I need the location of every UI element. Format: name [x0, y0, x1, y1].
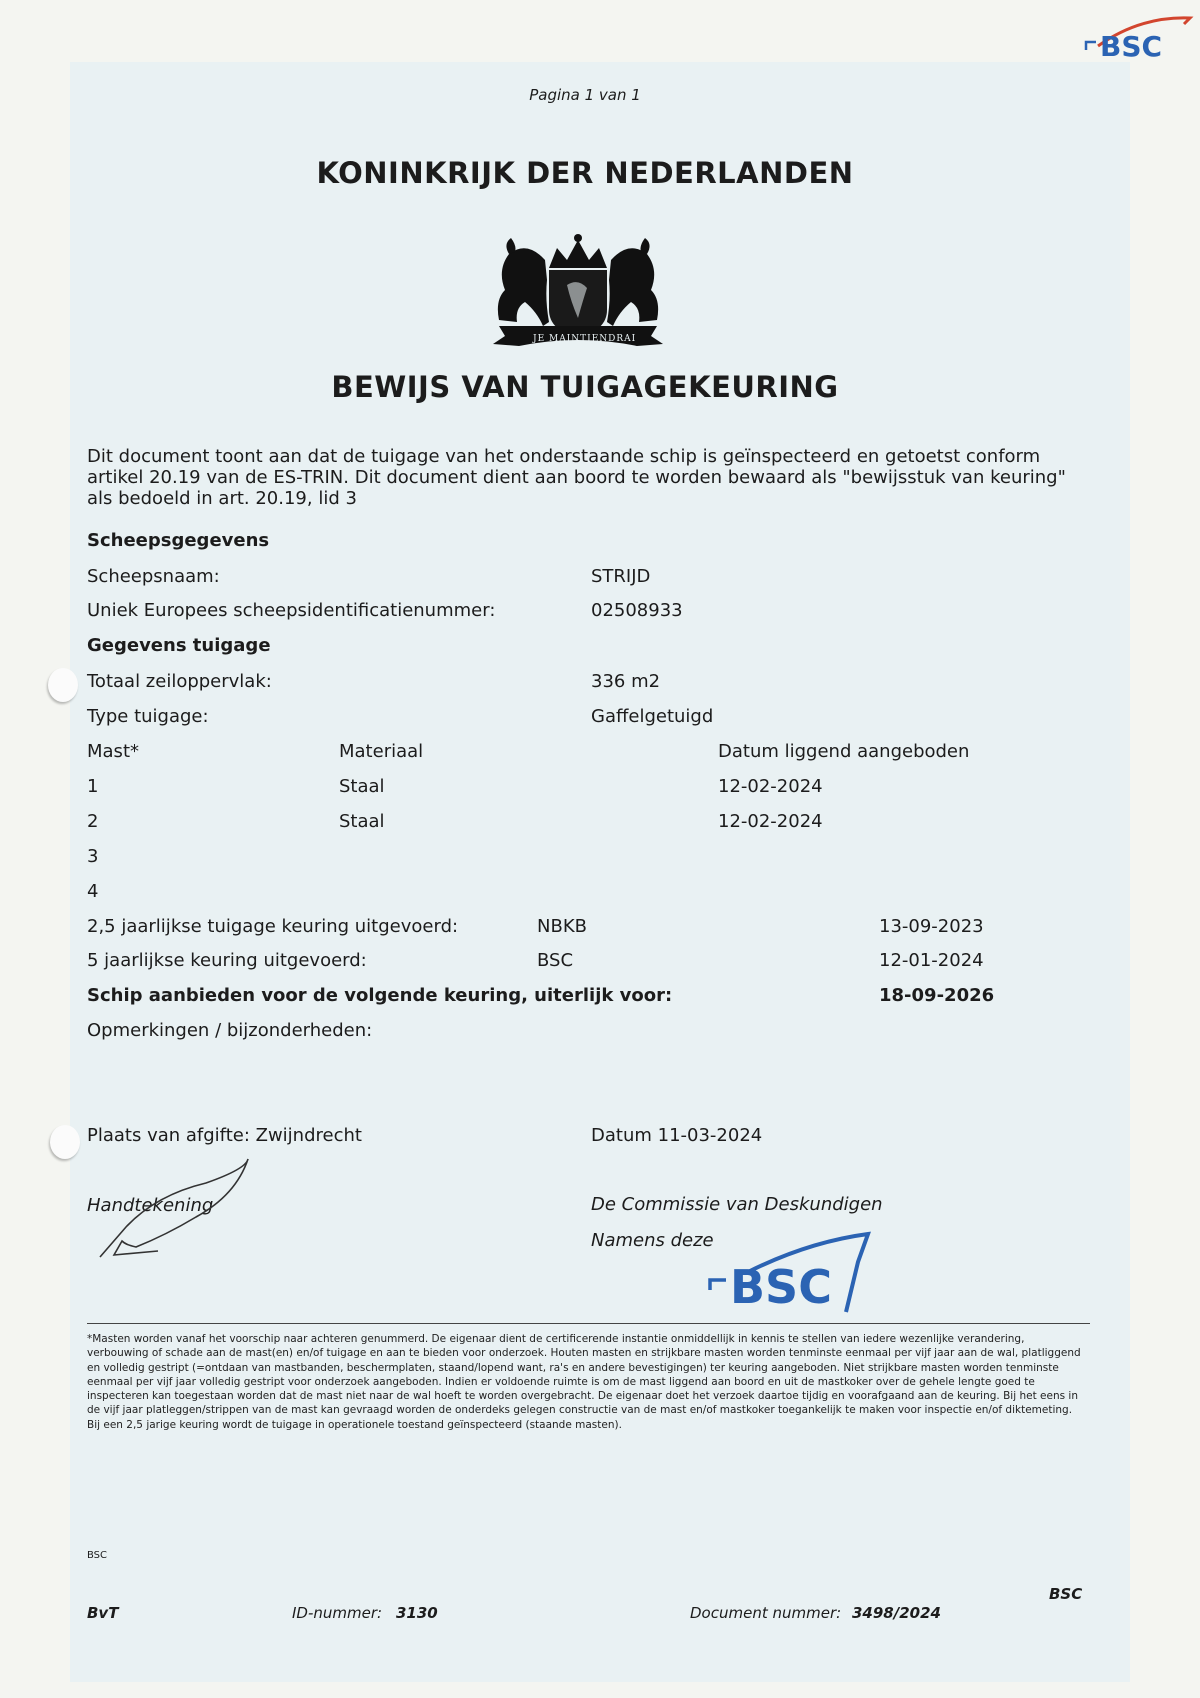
ship-heading: Scheepsgegevens — [87, 530, 270, 551]
sail-area-label: Totaal zeiloppervlak: — [87, 671, 272, 692]
issue-place: Plaats van afgifte: Zwijndrecht — [87, 1125, 362, 1146]
remarks-label: Opmerkingen / bijzonderheden: — [87, 1020, 373, 1041]
signature-label: Handtekening — [87, 1195, 214, 1216]
coat-of-arms — [487, 230, 669, 360]
inspection-5-label: 5 jaarlijkse keuring uitgevoerd: — [87, 950, 367, 971]
bsc-logo-text: BSC — [1100, 30, 1163, 63]
inspection-25-by: NBKB — [537, 916, 587, 937]
sail-area-value: 336 m2 — [591, 671, 661, 692]
ship-id-label: Uniek Europees scheepsidentificatienummer: — [87, 600, 496, 621]
footnote-divider — [87, 1323, 1090, 1324]
footer-id-label: ID-nummer: — [292, 1604, 383, 1622]
ship-name-label: Scheepsnaam: — [87, 566, 220, 587]
mast-row-date: 12-02-2024 — [718, 776, 823, 797]
handwritten-signature — [96, 1155, 256, 1260]
inspection-25-label: 2,5 jaarlijkse tuigage keuring uitgevoerd: — [87, 916, 459, 937]
mast-row-material: Staal — [339, 776, 385, 797]
footer-doc-value: 3498/2024 — [852, 1604, 941, 1622]
footer-doc-label: Document nummer: — [690, 1604, 842, 1622]
commission-label: De Commissie van Deskundigen — [591, 1194, 883, 1215]
footer-left-code: BvT — [87, 1604, 119, 1622]
next-inspection-date: 18-09-2026 — [879, 985, 995, 1006]
footnote: *Masten worden vanaf het voorschip naar achteren genummerd. De eigenaar dient de certificerende instantie onmiddellijk in kennis te stellen van iedere wezenlijke verandering, verbouwing of schade aan de mast(en) en/of tuigage en aan te bieden voor onderzoek. Houten masten en strijkbare masten worden tenminste eenmaal per vijf jaar aan de wal, platliggend en volledig gestript (=ontdaan van mastbanden, beschermplaten, staand/lopend want, ra's en andere bevestigingen) ter keuring aangeboden. Niet strijkbare masten worden tenminste eenmaal per vijf jaar volledig gestript voor onderzoek aangeboden. Indien er voldoende ruimte is om de mast liggend aan boord en uit de mastkoker over de gehele lengte goed te inspecteren kan toegestaan worden dat de mast niet naar de wal hoeft te worden overgebracht. De eigenaar doet het verzoek daartoe tijdig en voorafgaand aan de keuring. Bij het eens in de vijf jaar platleggen/strippen van de mast kan gevraagd worden de onderdeks gelegen constructie van de mast en/of mastkoker toegankelijk te maken voor inspectie en/of diktemeting. Bij een 2,5 jarige keuring wordt de tuigage in operationele toestand geïnspecteerd (staande masten). — [87, 1333, 1081, 1431]
mast-header-date: Datum liggend aangeboden — [718, 741, 970, 762]
document-heading: KONINKRIJK DER NEDERLANDEN — [316, 156, 854, 190]
certificate-title: BEWIJS VAN TUIGAGEKEURING — [331, 370, 839, 404]
mast-row-number: 4 — [87, 881, 99, 902]
on-behalf-label: Namens deze — [591, 1230, 714, 1251]
bsc-logo-header — [1080, 6, 1198, 62]
page-indicator: Pagina 1 van 1 — [529, 86, 641, 104]
motto-text: JE MAINTIENDRAI — [533, 334, 637, 344]
mast-row-number: 3 — [87, 846, 99, 867]
next-inspection-label: Schip aanbieden voor de volgende keuring, uiterlijk voor: — [87, 985, 673, 1006]
footer-id-value: 3130 — [396, 1604, 438, 1622]
inspection-5-date: 12-01-2024 — [879, 950, 984, 971]
punch-hole — [50, 1125, 80, 1159]
footer-right-mark: BSC — [1049, 1585, 1083, 1603]
rigging-type-value: Gaffelgetuigd — [591, 706, 714, 727]
mast-header-material: Materiaal — [339, 741, 424, 762]
intro-paragraph: Dit document toont aan dat de tuigage van het onderstaande schip is geïnspecteerd en getoetst conform artikel 20.19 van de ES-TRIN. Dit document dient aan boord te worden bewaard als "bewijsstuk van keuring" als bedoeld in art. 20.19, lid 3 — [87, 446, 1066, 509]
ship-name-value: STRIJD — [591, 566, 651, 587]
footer-small-mark: BSC — [87, 1550, 108, 1561]
inspection-25-date: 13-09-2023 — [879, 916, 984, 937]
mast-row-date: 12-02-2024 — [718, 811, 823, 832]
bsc-stamp — [708, 1228, 878, 1318]
signature-icon — [96, 1155, 256, 1260]
bsc-stamp-text: BSC — [730, 1260, 832, 1314]
issue-date: Datum 11-03-2024 — [591, 1125, 763, 1146]
mast-row-number: 1 — [87, 776, 99, 797]
mast-row-material: Staal — [339, 811, 385, 832]
rigging-heading: Gegevens tuigage — [87, 635, 271, 656]
rigging-type-label: Type tuigage: — [87, 706, 209, 727]
inspection-5-by: BSC — [537, 950, 574, 971]
mast-row-number: 2 — [87, 811, 99, 832]
mast-header-mast: Mast* — [87, 741, 139, 762]
ship-id-value: 02508933 — [591, 600, 683, 621]
punch-hole — [48, 668, 78, 702]
